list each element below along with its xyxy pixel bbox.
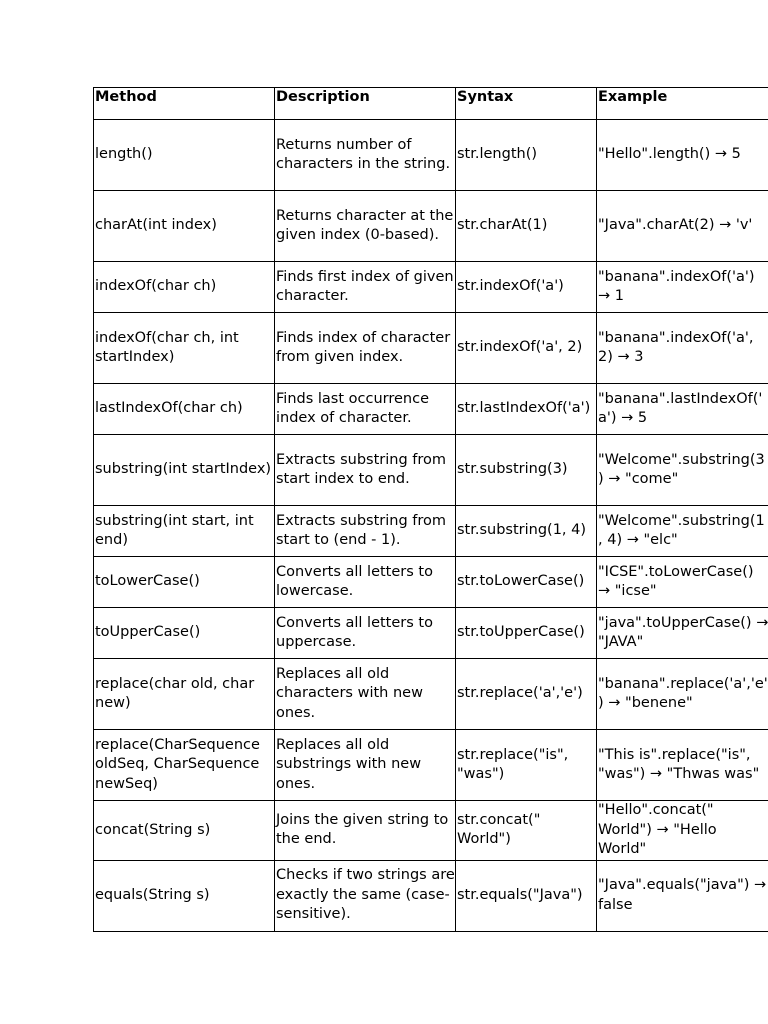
cell-example: "java".toUpperCase() → "JAVA" [597, 608, 768, 659]
cell-syntax: str.charAt(1) [456, 191, 597, 262]
cell-syntax: str.substring(3) [456, 435, 597, 506]
cell-description: Converts all letters to lowercase. [275, 557, 456, 608]
cell-syntax: str.toLowerCase() [456, 557, 597, 608]
cell-description: Finds index of character from given index. [275, 313, 456, 384]
cell-method: replace(char old, char new) [94, 659, 275, 730]
cell-example: "ICSE".toLowerCase() → "icse" [597, 557, 768, 608]
cell-description: Converts all letters to uppercase. [275, 608, 456, 659]
cell-example: "banana".lastIndexOf('a') → 5 [597, 384, 768, 435]
cell-syntax: str.concat(" World") [456, 801, 597, 861]
cell-method: indexOf(char ch, int startIndex) [94, 313, 275, 384]
table-row [94, 313, 768, 384]
cell-syntax: str.indexOf('a') [456, 262, 597, 313]
cell-description: Checks if two strings are exactly the same (case-sensitive). [275, 860, 456, 931]
cell-example: "Hello".concat(" World") → "Hello World" [597, 801, 768, 861]
cell-example: "Java".equals("java") → false [597, 860, 768, 931]
cell-syntax: str.lastIndexOf('a') [456, 384, 597, 435]
cell-example: "Welcome".substring(3) → "come" [597, 435, 768, 506]
cell-description: Extracts substring from start index to end. [275, 435, 456, 506]
cell-method: charAt(int index) [94, 191, 275, 262]
table-row [94, 730, 768, 801]
cell-syntax: str.indexOf('a', 2) [456, 313, 597, 384]
cell-method: replace(CharSequence oldSeq, CharSequence newSeq) [94, 730, 275, 801]
cell-method: length() [94, 120, 275, 191]
cell-description: Replaces all old substrings with new ones. [275, 730, 456, 801]
cell-description: Returns number of characters in the string. [275, 120, 456, 191]
cell-syntax: str.replace("is", "was") [456, 730, 597, 801]
header-example: Example [597, 88, 768, 120]
cell-example: "Hello".length() → 5 [597, 120, 768, 191]
cell-example: "banana".replace('a','e') → "benene" [597, 659, 768, 730]
cell-method: substring(int start, int end) [94, 506, 275, 557]
cell-description: Finds first index of given character. [275, 262, 456, 313]
table-row [94, 801, 768, 861]
table-row [94, 191, 768, 262]
cell-example: "banana".indexOf('a') → 1 [597, 262, 768, 313]
table-row [94, 384, 768, 435]
cell-example: "Welcome".substring(1, 4) → "elc" [597, 506, 768, 557]
table-header-row [94, 88, 768, 120]
cell-example: "This is".replace("is", "was") → "Thwas was" [597, 730, 768, 801]
table-row [94, 659, 768, 730]
table-row [94, 435, 768, 506]
cell-syntax: str.toUpperCase() [456, 608, 597, 659]
header-syntax: Syntax [456, 88, 597, 120]
cell-syntax: str.replace('a','e') [456, 659, 597, 730]
cell-description: Returns character at the given index (0-based). [275, 191, 456, 262]
cell-method: concat(String s) [94, 801, 275, 861]
cell-method: lastIndexOf(char ch) [94, 384, 275, 435]
cell-method: equals(String s) [94, 860, 275, 931]
table-row [94, 608, 768, 659]
table-row [94, 262, 768, 313]
table-row [94, 120, 768, 191]
cell-method: indexOf(char ch) [94, 262, 275, 313]
header-description: Description [275, 88, 456, 120]
cell-description: Finds last occurrence index of character. [275, 384, 456, 435]
table-row [94, 557, 768, 608]
header-method: Method [94, 88, 275, 120]
cell-description: Replaces all old characters with new ones. [275, 659, 456, 730]
cell-syntax: str.substring(1, 4) [456, 506, 597, 557]
cell-method: substring(int startIndex) [94, 435, 275, 506]
string-methods-table [93, 87, 768, 932]
cell-example: "banana".indexOf('a', 2) → 3 [597, 313, 768, 384]
cell-method: toLowerCase() [94, 557, 275, 608]
cell-syntax: str.length() [456, 120, 597, 191]
cell-description: Extracts substring from start to (end - 1). [275, 506, 456, 557]
table-row [94, 506, 768, 557]
cell-example: "Java".charAt(2) → 'v' [597, 191, 768, 262]
cell-description: Joins the given string to the end. [275, 801, 456, 861]
table-row [94, 860, 768, 931]
cell-syntax: str.equals("Java") [456, 860, 597, 931]
cell-method: toUpperCase() [94, 608, 275, 659]
